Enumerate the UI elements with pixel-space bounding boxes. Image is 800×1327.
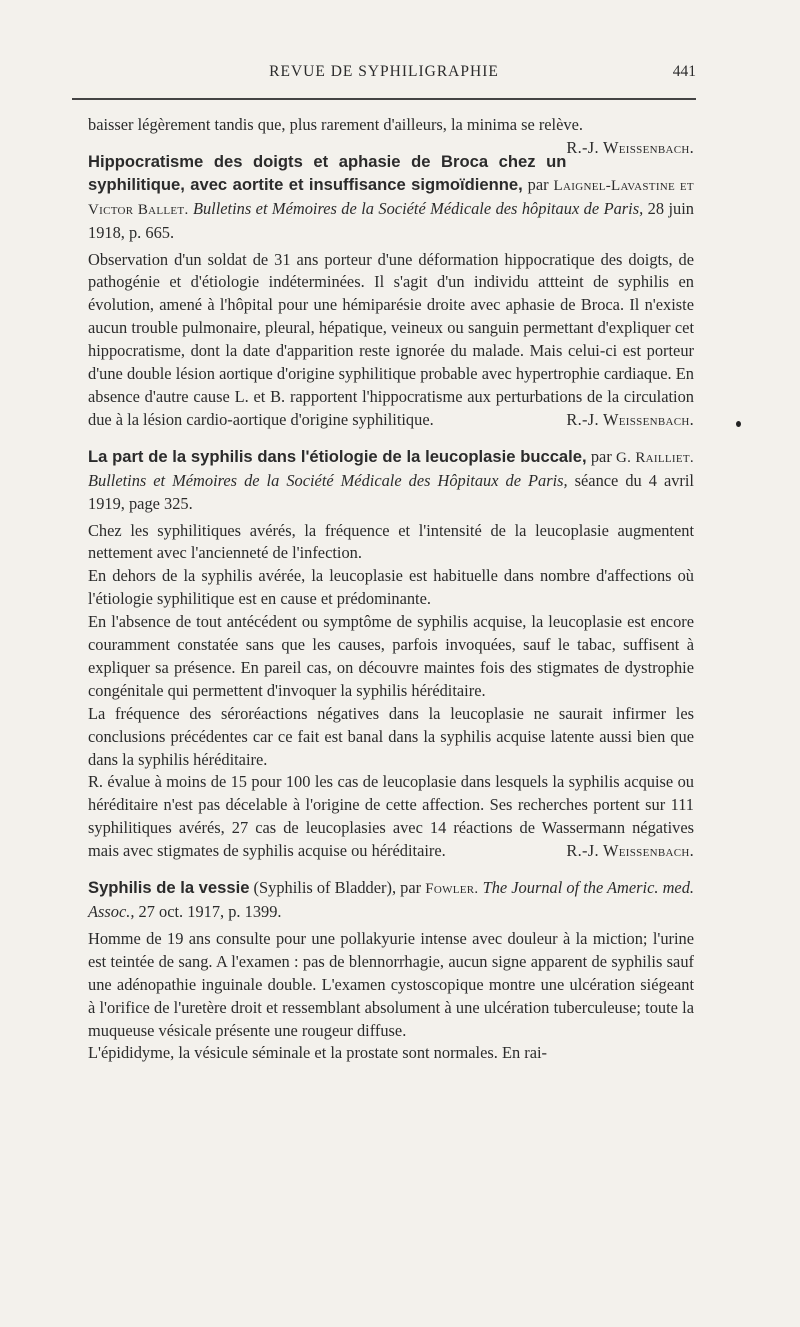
article-1-journal: Bulletins et Mémoires de la Société Médicale des hôpitaux de Paris, [192,198,644,218]
article-3-journal: The Journal of the Americ. med. Assoc., [88,878,694,921]
article-3-authors: Fowler. [425,881,479,898]
header-rule [72,98,696,100]
article-2-paragraph-1: Chez les syphilitiques avérés, la fréquence et l'intensité de la leucoplasie augmentent nettement avec l'ancienneté de l'infection. [88,520,694,563]
body-text [88,114,694,1065]
article-2-signature: R.-J. Weissenbach. [566,841,694,861]
article-1-signature: R.-J. Weissenbach. [566,409,694,429]
intro-signature: R.-J. Weissenbach. [566,137,694,157]
margin-dot [736,421,741,427]
article-2-authors: G. Railliet. [616,449,694,466]
article-3-title: Syphilis de la vessie [88,878,250,898]
article-3-heading: Syphilis de la vessie (Syphilis of Bladder), par Fowler. The Journal of the Americ. med. Assoc., 27 oct. 1917, p. 1399. [88,878,694,921]
article-3-paragraph-2: L'épididyme, la vésicule séminale et la prostate sont normales. En rai- [88,1043,548,1063]
article-2-title: La part de la syphilis dans l'étiologie de la leucoplasie buccale, [88,446,587,466]
article-2-date: séance du 4 avril 1919, page 325. [88,470,694,513]
article-2-paragraph-2: En dehors de la syphilis avérée, la leucoplasie est habituelle dans nombre d'affections où l'étiologie syphilitique est en cause et prédominante. [88,566,694,609]
running-header [72,62,696,84]
article-2-journal: Bulletins et Mémoires de la Société Médicale des Hôpitaux de Paris, [88,470,568,490]
article-1-paragraph: Observation d'un soldat de 31 ans porteur d'une déformation hippocratique des doigts, de pathogénie et d'étiologie indéterminées. Il s'agit d'un individu attteint de syphilis en évolution, amené à l'hôpital pour une hémiparésie droite avec aphasie de Broca. Il n'existe aucun trouble pulmonaire, pleural, hépatique, veineux ou sanguin permettant d'expliquer cet hippocratisme, dont la date d'apparition reste ignorée du malade. Mais celui-ci est porteur d'une double lésion aortique d'origine syphilitique probable avec hypertrophie cardiaque. En absence d'autre cause L. et B. rapportent l'hippocratisme aux perturbations de la circulation due à la lésion cardio-aortique d'origine syphilitique. R.-J. Weissenbach. [88,249,694,432]
article-2-paragraph-3: En l'absence de tout antécédent ou symptôme de syphilis acquise, la leucoplasie est encore couramment constatée sans que les causes, parfois invoquées, sauf le tabac, suffisent à expliquer sa présence. En pareil cas, on découvre maintes fois des stigmates de dystrophie congénitale qui permettent d'invoquer la syphilis héréditaire. [88,612,694,700]
article-2-paragraph-4: La fréquence des séroréactions négatives dans la leucoplasie ne saurait infirmer les conclusions précédentes car ce fait est banal dans la syphilis acquise latente aussi bien que dans la syphilis héréditaire. [88,703,694,769]
running-title: REVUE DE SYPHILIGRAPHIE [269,63,499,80]
article-1-authors: Laignel-Lavastine et Victor Ballet. [88,177,694,218]
article-1-heading: Hippocratisme des doigts et aphasie de Broca chez un syphilitique, avec aortite et insuffisance sigmoïdienne, par Laignel-Lavastine et Victor Ballet. Bulletins et Mémoires de la Société Médicale des hôpitaux de Paris, 28 juin 1918, p. 665. [88,151,694,242]
article-2-paragraph-5: R. évalue à moins de 15 pour 100 les cas de leucoplasie dans lesquels la syphilis acquise ou héréditaire n'est pas décelable à l'origine de cette affection. Ses recherches portent sur 111 syphilitiques avérés, 27 cas de leucoplasies avec 14 réactions de Wassermann négatives mais avec stigmates de syphilis acquise ou héréditaire. R.-J. Weissenbach. [88,771,694,863]
article-1-title: Hippocratisme des doigts et aphasie de Broca chez un syphilitique, avec aortite et insuffisance sigmoïdienne, [88,151,567,194]
article-3-date: 27 oct. 1917, p. 1399. [138,902,282,921]
page-number: 441 [672,63,696,80]
article-3-paragraph-1: Homme de 19 ans consulte pour une pollakyurie intense avec douleur à la miction; l'urine est teintée de sang. A l'examen : pas de blennorrhagie, aucun signe apparent de syphilis sauf une adénopathie inguinale double. L'examen cystoscopique montre une ulcération siégeant à l'orifice de l'uretère droit et ressemblant absolument à une ulcération tuberculeuse; toute la muqueuse vésicale présente une rougeur diffuse. [88,928,694,1040]
article-2-heading: La part de la syphilis dans l'étiologie de la leucoplasie buccale, par G. Railliet. Bulletins et Mémoires de la Société Médicale des Hôpitaux de Paris, séance du 4 avril 1919, page 325. [88,446,694,513]
intro-paragraph: baisser légèrement tandis que, plus rarement d'ailleurs, la minima se relève. R.-J. Weissenbach. [88,114,694,137]
article-1-date: 28 juin 1918, p. 665. [88,198,694,242]
